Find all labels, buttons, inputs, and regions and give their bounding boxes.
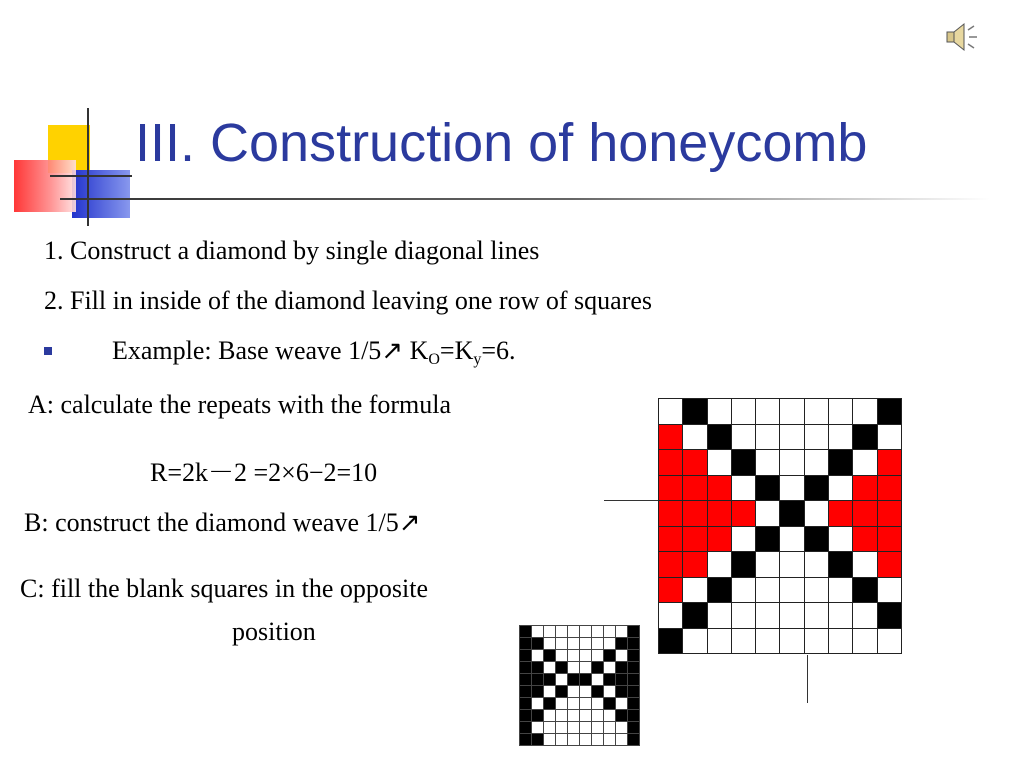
grid-cell (804, 628, 828, 654)
grid-cell (780, 424, 804, 450)
grid-cell (556, 722, 568, 734)
guide-line-horizontal (604, 500, 660, 501)
grid-cell (756, 603, 780, 629)
grid-cell (580, 662, 592, 674)
grid-cell (877, 399, 901, 425)
grid-cell (659, 501, 683, 527)
grid-cell (592, 722, 604, 734)
grid-cell (707, 399, 731, 425)
grid-row (659, 501, 902, 527)
grid-cell (520, 626, 532, 638)
guide-line-vertical (807, 655, 808, 703)
grid-cell (544, 710, 556, 722)
grid-cell (568, 686, 580, 698)
grid-cell (877, 577, 901, 603)
grid-cell (804, 577, 828, 603)
grid-cell (731, 501, 755, 527)
grid-cell (556, 638, 568, 650)
grid-cell (659, 628, 683, 654)
grid-cell (780, 577, 804, 603)
grid-cell (616, 674, 628, 686)
grid-cell (731, 552, 755, 578)
grid-cell (829, 424, 853, 450)
grid-cell (616, 638, 628, 650)
grid-cell (544, 638, 556, 650)
grid-cell (829, 475, 853, 501)
grid-cell (804, 399, 828, 425)
grid-cell (604, 626, 616, 638)
bullet-marker (44, 347, 52, 355)
grid-cell (544, 662, 556, 674)
grid-cell (628, 662, 640, 674)
grid-cell (731, 628, 755, 654)
grid-cell (731, 450, 755, 476)
grid-cell (604, 722, 616, 734)
grid-cell (877, 628, 901, 654)
grid-cell (604, 734, 616, 746)
grid-cell (780, 475, 804, 501)
grid-cell (544, 626, 556, 638)
grid-cell (707, 628, 731, 654)
grid-cell (780, 450, 804, 476)
grid-cell (532, 698, 544, 710)
example-prefix: Example: Base weave 1/5↗ K (112, 336, 429, 365)
grid-cell (616, 662, 628, 674)
grid-cell (592, 638, 604, 650)
grid-cell (756, 424, 780, 450)
grid-cell (756, 399, 780, 425)
grid-row (659, 552, 902, 578)
grid-cell (556, 662, 568, 674)
grid-cell (568, 650, 580, 662)
grid-cell (568, 734, 580, 746)
grid-cell (532, 662, 544, 674)
grid-cell (877, 424, 901, 450)
grid-cell (616, 722, 628, 734)
grid-cell (707, 577, 731, 603)
step-c-line1: C: fill the blank squares in the opposite (20, 574, 428, 603)
grid-cell (592, 686, 604, 698)
grid-cell (604, 698, 616, 710)
grid-cell (780, 552, 804, 578)
k-o-subscript: O (428, 351, 440, 368)
grid-row (520, 626, 640, 638)
grid-cell (544, 698, 556, 710)
grid-cell (532, 710, 544, 722)
grid-row (659, 577, 902, 603)
grid-cell (580, 710, 592, 722)
grid-cell (659, 577, 683, 603)
grid-cell (683, 526, 707, 552)
grid-cell (804, 475, 828, 501)
grid-cell (556, 686, 568, 698)
grid-row (659, 526, 902, 552)
honeycomb-grid-small (519, 625, 640, 746)
grid-row (520, 734, 640, 746)
grid-cell (544, 722, 556, 734)
grid-cell (628, 674, 640, 686)
step-line-1: 1. Construct a diamond by single diagonal lines (44, 236, 540, 265)
grid-cell (580, 650, 592, 662)
grid-cell (780, 399, 804, 425)
grid-cell (853, 424, 877, 450)
grid-cell (829, 501, 853, 527)
grid-cell (520, 722, 532, 734)
grid-cell (829, 603, 853, 629)
grid-cell (556, 650, 568, 662)
grid-cell (568, 698, 580, 710)
grid-cell (804, 552, 828, 578)
grid-cell (580, 722, 592, 734)
grid-cell (628, 710, 640, 722)
grid-cell (604, 638, 616, 650)
grid-cell (731, 424, 755, 450)
grid-cell (756, 628, 780, 654)
grid-cell (659, 552, 683, 578)
grid-cell (532, 650, 544, 662)
grid-cell (520, 650, 532, 662)
grid-cell (780, 628, 804, 654)
grid-cell (592, 674, 604, 686)
grid-cell (568, 710, 580, 722)
grid-cell (804, 501, 828, 527)
grid-cell (520, 686, 532, 698)
grid-cell (616, 710, 628, 722)
grid-row (659, 475, 902, 501)
grid-cell (804, 526, 828, 552)
grid-cell (683, 399, 707, 425)
grid-cell (683, 628, 707, 654)
grid-cell (628, 686, 640, 698)
grid-cell (829, 552, 853, 578)
grid-row (659, 603, 902, 629)
grid-cell (580, 638, 592, 650)
grid-cell (756, 552, 780, 578)
grid-cell (592, 710, 604, 722)
grid-cell (731, 399, 755, 425)
grid-cell (616, 734, 628, 746)
grid-cell (520, 734, 532, 746)
grid-cell (568, 662, 580, 674)
grid-cell (532, 638, 544, 650)
step-c-line2: position (232, 617, 316, 646)
grid-cell (628, 650, 640, 662)
grid-row (659, 450, 902, 476)
grid-cell (804, 424, 828, 450)
grid-cell (877, 526, 901, 552)
grid-row (520, 650, 640, 662)
grid-cell (628, 638, 640, 650)
grid-cell (556, 674, 568, 686)
grid-cell (532, 674, 544, 686)
grid-cell (877, 552, 901, 578)
grid-cell (756, 501, 780, 527)
grid-cell (683, 475, 707, 501)
grid-cell (604, 650, 616, 662)
grid-cell (520, 662, 532, 674)
grid-cell (707, 475, 731, 501)
grid-cell (659, 450, 683, 476)
grid-cell (756, 577, 780, 603)
grid-cell (580, 674, 592, 686)
grid-cell (544, 734, 556, 746)
grid-cell (628, 698, 640, 710)
grid-row (520, 662, 640, 674)
page-title: III. Construction of honeycomb (135, 113, 868, 173)
grid-cell (853, 552, 877, 578)
grid-cell (780, 603, 804, 629)
grid-row (520, 698, 640, 710)
grid-cell (568, 722, 580, 734)
grid-cell (731, 603, 755, 629)
grid-cell (604, 674, 616, 686)
grid-cell (532, 686, 544, 698)
grid-cell (829, 628, 853, 654)
grid-cell (804, 450, 828, 476)
grid-cell (853, 475, 877, 501)
grid-row (520, 722, 640, 734)
grid-cell (520, 698, 532, 710)
k-y-subscript: y (473, 351, 482, 368)
grid-cell (568, 674, 580, 686)
grid-cell (520, 710, 532, 722)
grid-cell (683, 603, 707, 629)
grid-cell (731, 475, 755, 501)
example-eq: =K (439, 336, 474, 365)
grid-row (659, 424, 902, 450)
grid-cell (683, 552, 707, 578)
grid-cell (556, 710, 568, 722)
grid-cell (877, 501, 901, 527)
squares-logo-icon (0, 0, 140, 230)
grid-cell (780, 501, 804, 527)
grid-cell (683, 577, 707, 603)
grid-cell (683, 424, 707, 450)
grid-cell (628, 722, 640, 734)
grid-cell (604, 662, 616, 674)
grid-cell (556, 626, 568, 638)
grid-cell (544, 686, 556, 698)
grid-cell (592, 626, 604, 638)
grid-cell (616, 698, 628, 710)
grid-cell (877, 450, 901, 476)
speaker-icon[interactable] (944, 22, 980, 54)
honeycomb-grid-main (658, 398, 902, 654)
grid-cell (853, 450, 877, 476)
grid-cell (707, 450, 731, 476)
grid-cell (659, 399, 683, 425)
grid-cell (731, 577, 755, 603)
grid-cell (532, 734, 544, 746)
grid-cell (829, 577, 853, 603)
grid-cell (592, 650, 604, 662)
grid-cell (853, 501, 877, 527)
grid-cell (756, 450, 780, 476)
grid-cell (683, 450, 707, 476)
grid-cell (580, 626, 592, 638)
grid-cell (756, 475, 780, 501)
step-b: B: construct the diamond weave 1/5↗ (24, 508, 421, 537)
grid-cell (616, 626, 628, 638)
step-a: A: calculate the repeats with the formula (28, 390, 452, 419)
grid-cell (592, 734, 604, 746)
grid-row (659, 628, 902, 654)
grid-cell (829, 399, 853, 425)
grid-cell (580, 734, 592, 746)
grid-cell (592, 662, 604, 674)
grid-cell (659, 475, 683, 501)
grid-cell (520, 638, 532, 650)
grid-cell (592, 698, 604, 710)
grid-cell (853, 577, 877, 603)
formula: R=2k－2 =2×6−2=10 (150, 458, 378, 487)
grid-cell (659, 424, 683, 450)
grid-cell (707, 501, 731, 527)
grid-cell (829, 450, 853, 476)
grid-cell (580, 686, 592, 698)
grid-cell (556, 734, 568, 746)
grid-cell (829, 526, 853, 552)
example-line (112, 336, 516, 369)
grid-cell (544, 650, 556, 662)
title-divider (60, 198, 990, 200)
grid-cell (628, 734, 640, 746)
grid-cell (568, 626, 580, 638)
grid-cell (532, 626, 544, 638)
grid-cell (707, 552, 731, 578)
grid-cell (628, 626, 640, 638)
grid-cell (804, 603, 828, 629)
grid-cell (756, 526, 780, 552)
grid-cell (707, 603, 731, 629)
grid-row (659, 399, 902, 425)
grid-cell (877, 475, 901, 501)
grid-cell (659, 526, 683, 552)
grid-cell (604, 686, 616, 698)
grid-cell (683, 501, 707, 527)
grid-cell (616, 686, 628, 698)
grid-row (520, 686, 640, 698)
grid-cell (707, 424, 731, 450)
grid-cell (780, 526, 804, 552)
grid-row (520, 638, 640, 650)
grid-cell (853, 628, 877, 654)
grid-cell (556, 698, 568, 710)
grid-cell (659, 603, 683, 629)
grid-row (520, 710, 640, 722)
grid-cell (616, 650, 628, 662)
example-suffix: =6. (481, 336, 516, 365)
grid-cell (520, 674, 532, 686)
grid-row (520, 674, 640, 686)
grid-cell (853, 399, 877, 425)
grid-cell (707, 526, 731, 552)
grid-cell (544, 674, 556, 686)
grid-cell (853, 526, 877, 552)
grid-cell (568, 638, 580, 650)
grid-cell (731, 526, 755, 552)
step-line-2: 2. Fill in inside of the diamond leaving one row of squares (44, 286, 653, 315)
grid-cell (532, 722, 544, 734)
grid-cell (877, 603, 901, 629)
grid-cell (604, 710, 616, 722)
grid-cell (853, 603, 877, 629)
grid-cell (580, 698, 592, 710)
